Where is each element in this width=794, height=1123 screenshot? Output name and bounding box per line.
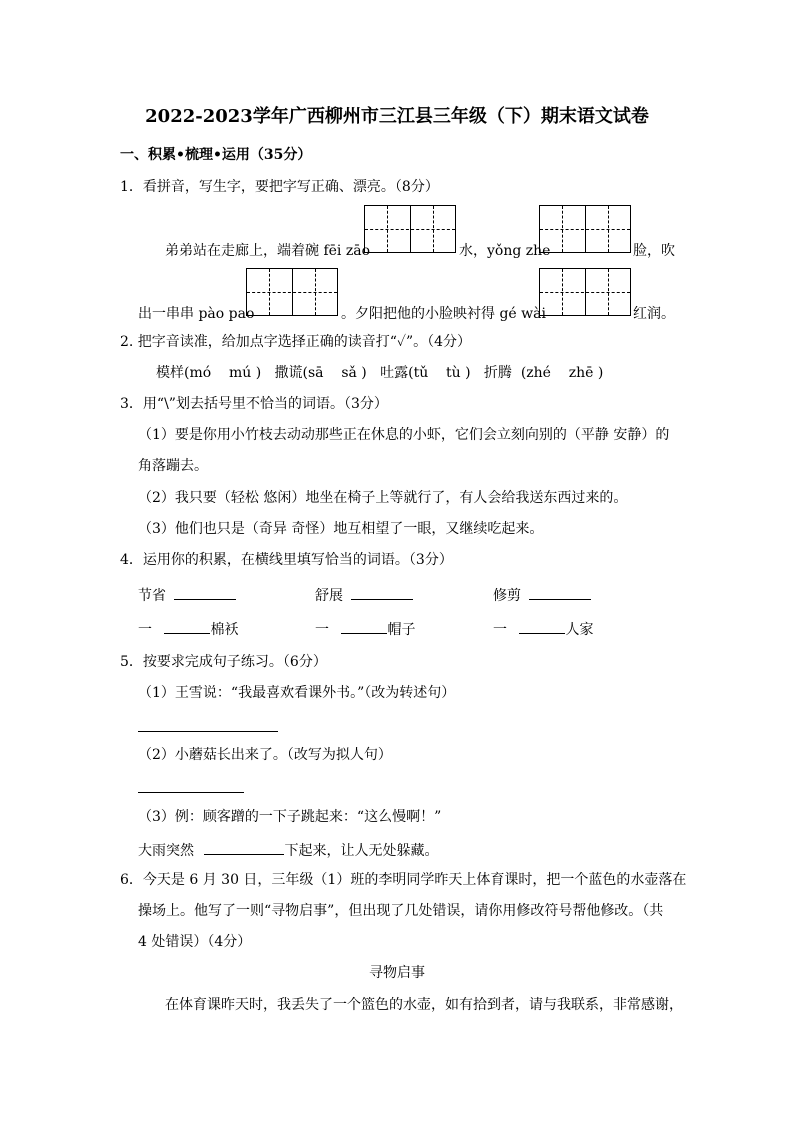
q4-phrase-1: 一 棉袄	[138, 619, 238, 639]
q3-sentence-2: （2）我只要（轻松 悠闲）地坐在椅子上等就行了，有人会给我送东西过来的。	[138, 490, 628, 506]
answer-blank[interactable]	[351, 585, 413, 600]
answer-blank[interactable]	[164, 619, 210, 634]
writing-grid[interactable]	[539, 205, 631, 253]
q1-line1-text-b: 水，yǒng zhe	[459, 243, 551, 259]
question-6-stem-a: 6．今天是 6 月 30 日，三年级（1）班的李明同学昨天上体育课时，把一个蓝色的水壶落在	[120, 872, 687, 888]
q5-sentence-1: （1）王雪说：“我最喜欢看课外书。”（改为转述句）	[138, 685, 456, 701]
q4-phrase-3: 一 人家	[493, 619, 593, 639]
q2-options: 模样(mó mú ) 撒谎(sā sǎ ) 吐露(tǔ tù ) 折腾 (zhé zhē )	[156, 365, 604, 381]
q4-word-2: 舒展	[315, 585, 413, 605]
question-4-stem: 4．运用你的积累，在横线里填写恰当的词语。（3分）	[120, 552, 453, 568]
notice-body: 在体育课昨天时，我丢失了一个篮色的水壶，如有拾到者，请与我联系，非常感谢，	[165, 997, 683, 1013]
question-1-stem: 1．看拼音，写生字，要把字写正确、漂亮。（8分）	[120, 179, 439, 195]
q3-sentence-3: （3）他们也只是（奇异 奇怪）地互相望了一眼，又继续吃起来。	[138, 521, 544, 537]
answer-blank[interactable]	[529, 585, 591, 600]
q5-sentence-3-task: 大雨突然 下起来，让人无处躲藏。	[138, 840, 438, 860]
q1-line2-text-b: 。夕阳把他的小脸映衬得 gé wài	[341, 306, 546, 322]
writing-grid[interactable]	[246, 268, 338, 316]
page-title: 2022-2023学年广西柳州市三江县三年级（下）期末语文试卷	[145, 106, 649, 127]
answer-blank[interactable]	[519, 619, 565, 634]
q4-word-1: 节省	[138, 585, 236, 605]
question-3-stem: 3．用“\”划去括号里不恰当的词语。（3分）	[120, 396, 388, 412]
q5-sentence-3: （3）例：顾客蹭的一下子跳起来：“这么慢啊！”	[138, 809, 442, 825]
writing-grid[interactable]	[364, 205, 456, 253]
q5-sentence-2: （2）小蘑菇长出来了。（改写为拟人句）	[138, 747, 392, 763]
notice-title: 寻物启事	[369, 965, 425, 981]
answer-blank[interactable]	[341, 619, 387, 634]
q4-word-3: 修剪	[493, 585, 591, 605]
q3-sentence-1b: 角落蹦去。	[138, 458, 208, 474]
q1-line1-text-a: 弟弟站在走廊上，端着碗 fēi zāo	[165, 243, 370, 259]
q1-line2-text-c: 红润。	[633, 306, 675, 322]
section-heading: 一、积累•梳理•运用（35分）	[120, 147, 312, 163]
writing-grid[interactable]	[539, 268, 631, 316]
answer-blank[interactable]	[174, 585, 236, 600]
answer-line[interactable]	[138, 731, 278, 732]
question-6-stem-b: 操场上。他写了一则“寻物启事”，但出现了几处错误，请你用修改符号帮他修改。（共	[138, 903, 664, 919]
q1-line1-text-c: 脸，吹	[633, 243, 675, 259]
q3-sentence-1a: （1）要是你用小竹枝去动动那些正在休息的小虾，它们会立刻向别的（平静 安静）的	[138, 427, 670, 443]
q4-phrase-2: 一 帽子	[315, 619, 415, 639]
question-5-stem: 5．按要求完成句子练习。（6分）	[120, 654, 327, 670]
question-2-stem: 2. 把字音读准，给加点字选择正确的读音打“✓”。（4分）	[120, 334, 472, 350]
answer-blank[interactable]	[204, 840, 284, 855]
question-6-stem-c: 4 处错误）（4分）	[138, 934, 252, 950]
answer-line[interactable]	[138, 792, 244, 793]
q1-line2-text-a: 出一串串 pào pao	[138, 306, 255, 322]
